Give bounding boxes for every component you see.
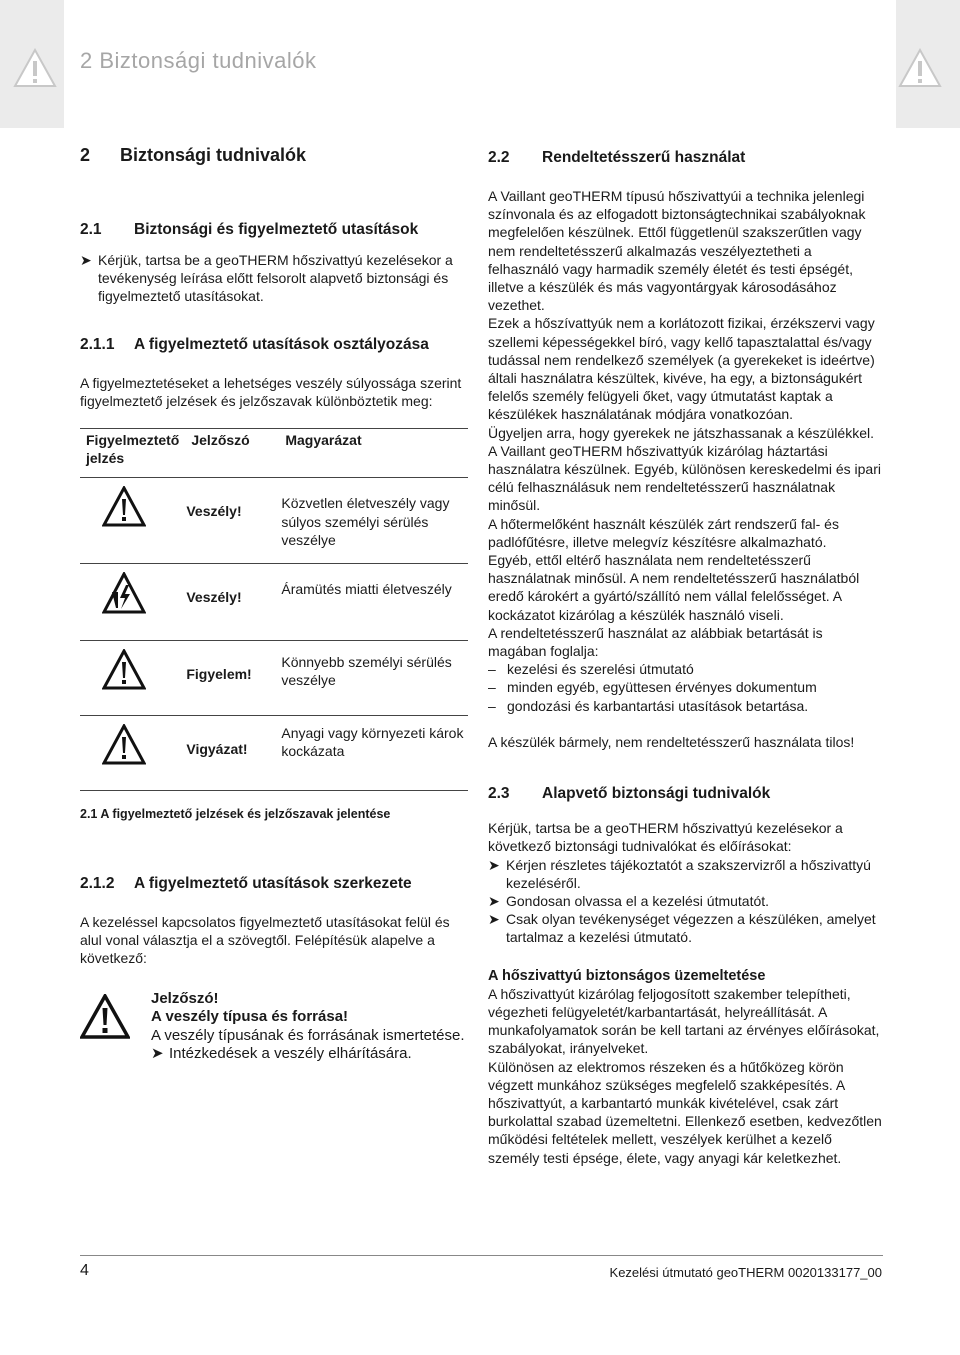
section-title: A figyelmeztető utasítások osztályozása [134, 335, 429, 353]
running-title: 2 Biztonsági tudnivalók [80, 48, 317, 73]
paragraph: Egyéb, ettől eltérő használata nem rendeltetésszerű használatnak minősül. A nem rendeltetésszerű használatból eredő károkért a gyártó/szállító nem vállal felelősséget. A kockázatot kizárólag a készülék használó viseli. [488, 552, 860, 623]
section-2-1-heading [80, 221, 470, 239]
section-title: Alapvető biztonsági tudnivalók [542, 785, 771, 803]
example-description: A veszély típusának és forrásának ismertetése. [151, 1026, 465, 1044]
paragraph: A Vaillant geoTHERM hőszivattyúk kizárólag háztartási használatra készülnek. Egyéb, különösen kereskedelmi és ipari célú felhasználásuk nem rendeltetésszerű használatnak minősül. [488, 442, 881, 514]
warning-table [80, 428, 468, 791]
subheading: A hőszivattyú biztonságos üzemeltetése [488, 967, 766, 984]
explanation: Áramütés miatti életveszély [279, 564, 468, 641]
sign-cell [80, 641, 185, 716]
bullet-text: Gondosan olvassa el a kezelési útmutatót. [506, 892, 770, 909]
footer-divider [80, 1255, 883, 1256]
paragraph: Különösen az elektromos részeken és a hűtőközeg körön végzett munkához szükséges megfelelő szakképesítés. A hőszivattyút, a karbantartó munkák kivételével, csak zárt burkolattal szabad üzemeltetni. Ellenkező esetben, kedvezőtlen működési feltételek mellett, veszélyek kerülhet a kezelő személy testi épsége, élete, vagy anyagi kár keletkezhet. [488, 1058, 882, 1166]
paragraph: A rendeltetésszerű használat az alábbiak betartását is magában foglalja: [488, 624, 823, 660]
arrow-bullet-icon: ➤ [151, 1045, 164, 1063]
page-number: 4 [80, 1262, 89, 1279]
bullet-item [488, 910, 883, 946]
section-title: Biztonsági és figyelmeztető utasítások [134, 221, 419, 238]
chapter-number: 2 [80, 145, 91, 165]
signal-word: Veszély! [185, 478, 279, 564]
example-text [151, 990, 471, 1064]
paragraph: A készülék bármely, nem rendeltetésszerű használata tilos! [488, 733, 855, 750]
example-action [151, 1045, 471, 1064]
bullet-text: Kérjen részletes tájékoztatót a szakszervizről a hőszivattyú kezeléséről. [506, 856, 871, 891]
arrow-bullet-icon: ➤ [488, 856, 500, 873]
column-header-sign: Figyelmeztető jelzés [80, 429, 185, 478]
paragraph: A kezeléssel kapcsolatos figyelmeztető utasításokat felül és alul vonal választja el a szövegtől. Felépítésük alapelve a következő: [80, 914, 450, 967]
table-row [80, 478, 468, 564]
paragraph: Ezek a hőszívattyúk nem a korlátozott fizikai, érzékszervi vagy szellemi képességekkel bíró, vagy kellő tapasztalattal és/vagy tudással nem rendelkező személyek (a gyerekeket is ideértve) általi használatra készültek, kivéve, ha egy, a biztonságukért felelős személy felügyeli őket, vagy útmutatást kaptak a készülékek használatának módjára vonatkozóan. [488, 315, 875, 423]
arrow-bullet-icon: ➤ [488, 911, 500, 928]
section-number: 2.2 [488, 149, 510, 166]
section-number: 2.3 [488, 785, 510, 803]
table-header-row [80, 429, 468, 478]
sign-cell [80, 716, 185, 791]
table-caption: 2.1 A figyelmeztető jelzések és jelzőszavak jelentése [80, 807, 391, 822]
table-row [80, 564, 468, 641]
column-header-explanation: Magyarázat [279, 429, 468, 478]
arrow-bullet-icon: ➤ [488, 892, 500, 909]
example-action-text: Intézkedések a veszély elhárítására. [169, 1045, 412, 1063]
section-title: A figyelmeztető utasítások szerkezete [134, 875, 412, 893]
left-column [80, 145, 470, 1080]
signal-word: Vigyázat! [185, 716, 279, 791]
warning-triangle-icon [898, 48, 942, 88]
bullet-text: Kérjük, tartsa be a geoTHERM hőszivattyú kezelésekor a tevékenység leírása előtt felsorolt alapvető biztonsági és figyelmeztető utasításokat. [98, 252, 453, 305]
electric-shock-icon [102, 572, 146, 616]
right-column [488, 145, 883, 1167]
section-2-3-heading [488, 785, 883, 803]
arrow-bullet-icon: ➤ [80, 252, 92, 268]
list-item-text: minden egyéb, együttesen érvényes dokumentum [507, 679, 817, 696]
list-item: – kezelési és szerelési útmutató [488, 661, 694, 678]
section-2-1-2-heading [80, 875, 470, 893]
list-item: – minden egyéb, együttesen érvényes dokumentum [488, 679, 817, 696]
section-2-1-1-heading [80, 336, 470, 354]
table-row [80, 716, 468, 791]
list-item-text: kezelési és szerelési útmutató [507, 661, 694, 678]
paragraph: A hőtermelőként használt készülék zárt rendszerű fal- és padlófűtésre, illetve melegvíz készítésre alkalmazható. [488, 515, 839, 550]
warning-example [80, 988, 470, 1080]
bullet-item [488, 892, 883, 910]
paragraph: A figyelmeztetéseket a lehetséges veszély súlyossága szerint figyelmeztető jelzések és jelzőszavak különböztetik meg: [80, 374, 462, 409]
warning-exclamation-icon [80, 994, 130, 1040]
section-number: 2.1.1 [80, 335, 115, 353]
list-item: – gondozási és karbantartási utasítások betartása. [488, 697, 809, 714]
paragraph: Ügyeljen arra, hogy gyerekek ne játszhassanak a készülékkel. [488, 424, 874, 441]
paragraph: A hőszivattyút kizárólag feljogosított szakember telepítheti, végezheti felügyeletét/karbantartását, helyreállítását. A munkafolyamatok során be kell tartani az érvényes előírásokat, szabályokat, irányelveket. [488, 985, 880, 1057]
signal-word: Figyelem! [185, 641, 279, 716]
paragraph: A Vaillant geoTHERM típusú hőszivattyúi a technika jelenlegi színvonala és az elfogadott biztonságtechnikai szabályoknak megfelelően készülnek. Ettől függetlenül szakszerűtlen vagy nem rendeltetésszerű alkalmazás veszélyeztetheti a felhasználó vagy harmadik személy életét és testi épségét, illetve a készülék és más vagyontárgyak károsodásához vezethet. [488, 188, 866, 314]
section-2-2-heading [488, 145, 883, 175]
section-number: 2.1.2 [80, 875, 115, 893]
explanation: Közvetlen életveszély vagy súlyos személyi sérülés veszélye [279, 478, 468, 564]
chapter-title: Biztonsági tudnivalók [120, 145, 307, 165]
warning-triangle-icon [13, 48, 57, 88]
list-item-text: gondozási és karbantartási utasítások betartása. [507, 697, 809, 714]
signal-word: Veszély! [185, 564, 279, 641]
chapter-heading [80, 145, 470, 171]
page-header [0, 0, 960, 128]
bullet-item [80, 251, 470, 306]
section-number: 2.1 [80, 221, 102, 238]
explanation: Anyagi vagy környezeti károk kockázata [279, 716, 468, 791]
example-signal-word: Jelzőszó! [151, 989, 219, 1007]
warning-exclamation-icon [102, 649, 146, 691]
column-header-word: Jelzőszó [185, 429, 279, 478]
sign-cell [80, 478, 185, 564]
section-title: Rendeltetésszerű használat [542, 149, 746, 166]
table-row [80, 641, 468, 716]
example-hazard-type: A veszély típusa és forrása! [151, 1008, 349, 1026]
bullet-text: Csak olyan tevékenységet végezzen a készüléken, amelyet tartalmaz a kezelési útmutató. [506, 911, 876, 946]
paragraph: Kérjük, tartsa be a geoTHERM hőszivattyú kezelésekor a következő biztonsági tudnivalókat és előírásokat: [488, 820, 843, 855]
warning-exclamation-icon [102, 724, 146, 766]
warning-exclamation-icon [102, 486, 146, 528]
footer-text: Kezelési útmutató geoTHERM 0020133177_00 [609, 1265, 882, 1280]
explanation: Könnyebb személyi sérülés veszélye [279, 641, 468, 716]
bullet-item [488, 856, 883, 892]
sign-cell [80, 564, 185, 641]
